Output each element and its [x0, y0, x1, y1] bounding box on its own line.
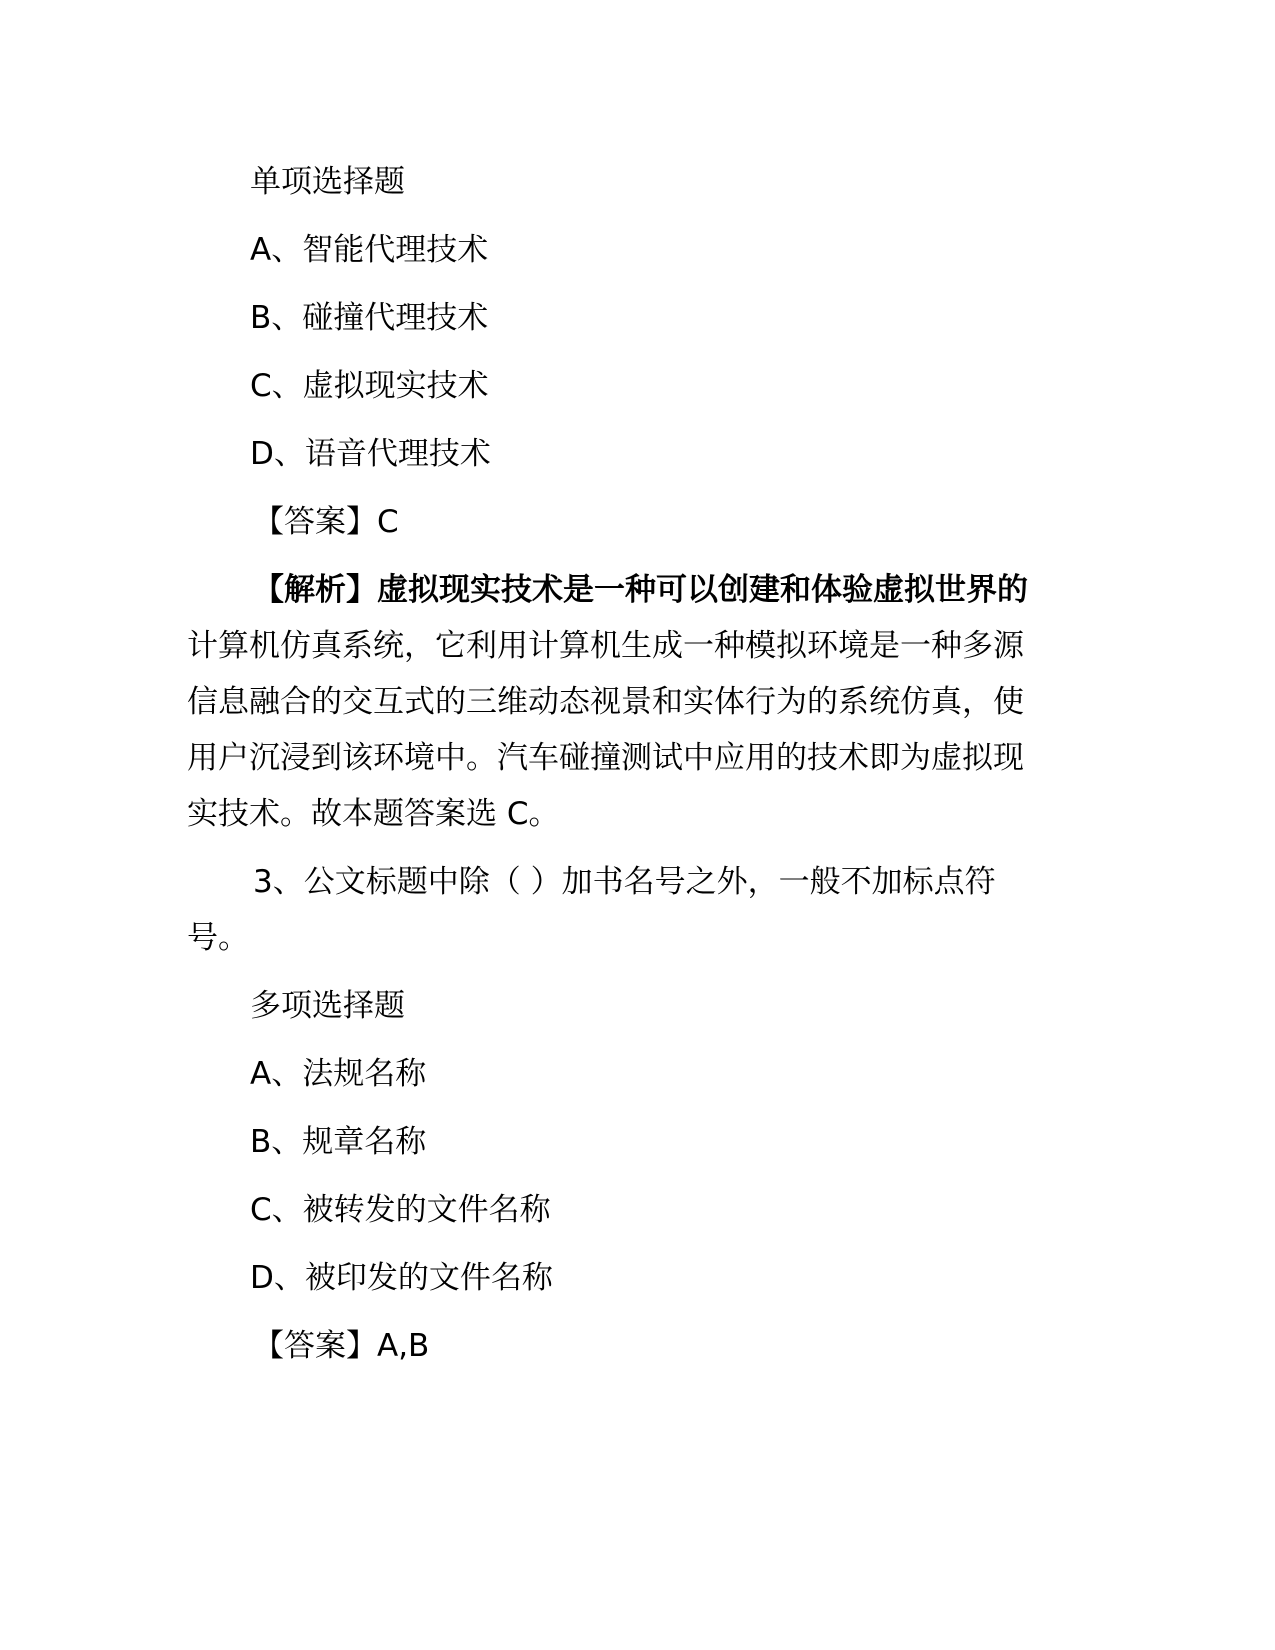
answer-line: 【答案】C — [253, 504, 399, 540]
analysis-label: 【解析】 — [253, 572, 377, 608]
option-c: C、被转发的文件名称 — [250, 1192, 551, 1228]
analysis-text-line: 实技术。故本题答案选 C。 — [187, 796, 560, 832]
question-type-label: 多项选择题 — [250, 988, 405, 1024]
analysis-first-line — [253, 570, 1028, 610]
option-c: C、虚拟现实技术 — [250, 368, 489, 404]
question-text-line: 3、公文标题中除（ ）加书名号之外，一般不加标点符 — [253, 864, 996, 900]
option-a: A、法规名称 — [250, 1056, 427, 1092]
option-d: D、语音代理技术 — [250, 436, 491, 472]
option-b: B、碰撞代理技术 — [250, 300, 489, 336]
question-type-label: 单项选择题 — [250, 164, 405, 200]
option-b: B、规章名称 — [250, 1124, 427, 1160]
analysis-text-line: 计算机仿真系统，它利用计算机生成一种模拟环境是一种多源 — [187, 628, 1024, 664]
question-text-line: 号。 — [187, 920, 249, 956]
analysis-text-line: 用户沉浸到该环境中。汽车碰撞测试中应用的技术即为虚拟现 — [187, 740, 1024, 776]
analysis-text-line: 信息融合的交互式的三维动态视景和实体行为的系统仿真，使 — [187, 684, 1024, 720]
option-d: D、被印发的文件名称 — [250, 1260, 553, 1296]
analysis-text-line: 虚拟现实技术是一种可以创建和体验虚拟世界的 — [377, 572, 1028, 608]
option-a: A、智能代理技术 — [250, 232, 489, 268]
answer-line: 【答案】A,B — [253, 1328, 430, 1364]
